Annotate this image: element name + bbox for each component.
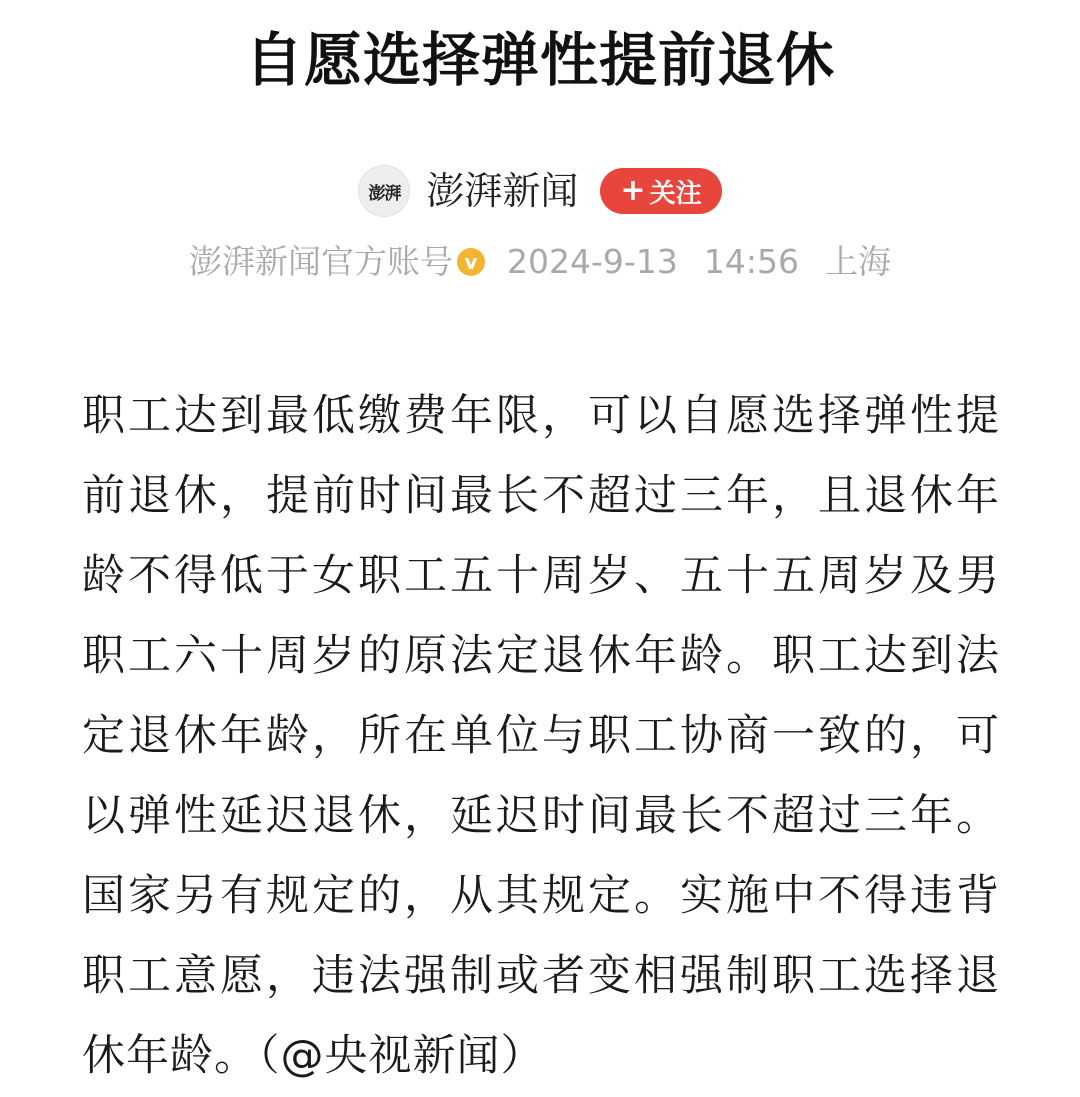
publish-date: 2024-9-13 — [507, 242, 678, 281]
source-avatar[interactable]: 澎湃 — [358, 165, 410, 217]
verified-badge-icon: v — [457, 248, 485, 276]
follow-button[interactable] — [600, 168, 721, 214]
plus-icon: + — [620, 173, 646, 208]
source-name[interactable]: 澎湃新闻 — [426, 169, 579, 213]
article-body: 职工达到最低缴费年限，可以自愿选择弹性提前退休，提前时间最长不超过三年，且退休年龄不得低于女职工五十周岁、五十五周岁及男职工六十周岁的原法定退休年龄。职工达到法定退休年龄，所在单位与职工协商一致的，可以弹性延迟退休，延迟时间最长不超过三年。国家另有规定的，从其规定。实施中不得违背职工意愿，违法强制或者变相强制职工选择退休年龄。（@央视新闻） — [82, 391, 1000, 1081]
publish-time: 14:56 — [703, 242, 799, 281]
source-row — [0, 160, 1080, 222]
publish-location: 上海 — [824, 242, 891, 281]
article-meta — [0, 236, 1080, 288]
account-label: 澎湃新闻官方账号 — [189, 242, 454, 281]
article-title: 自愿选择弹性提前退休 — [244, 26, 835, 94]
follow-label: 关注 — [649, 178, 702, 209]
